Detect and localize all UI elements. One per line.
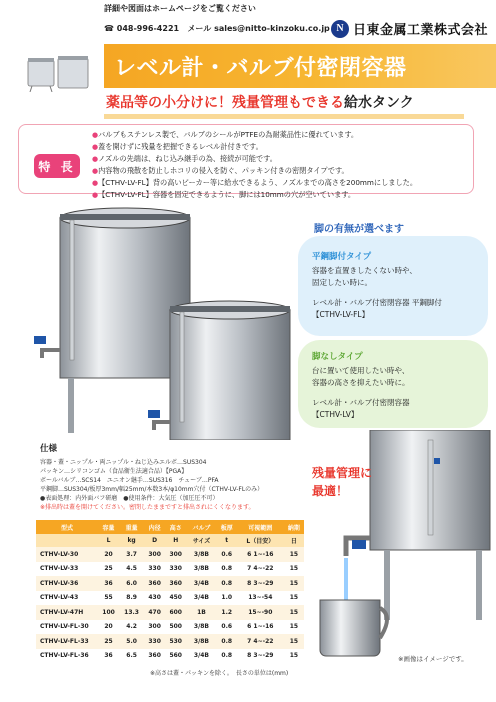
table-cell: 330 <box>144 634 165 649</box>
table-cell: 13.3 <box>119 605 144 620</box>
spec-table <box>36 520 304 663</box>
table-header: 高さ <box>165 520 186 534</box>
table-cell: 15 <box>284 620 304 635</box>
bullet-icon: ● <box>92 179 99 187</box>
spec-line: 容器・蓋・ニップル・両ニップル・ねじ込みエルボ…SUS304 <box>40 459 207 466</box>
spec-line: パッキン…シリコンゴム（食品衛生法適合品）【PGA】 <box>40 468 188 475</box>
table-cell: 15 <box>284 634 304 649</box>
title-banner <box>104 44 496 88</box>
bullet-icon: ● <box>92 191 99 199</box>
table-cell: 300 <box>144 620 165 635</box>
table-cell: 1.2 <box>217 605 237 620</box>
flat-leg-card <box>312 250 482 321</box>
table-cell: 600 <box>165 605 186 620</box>
page-title: レベル計・バルブ付密閉容器 <box>114 56 407 81</box>
table-cell: 7 4~-22 <box>237 634 284 649</box>
list-item: ●蓋を開けずに残量を把握できるレベル計付きです。 <box>92 142 263 151</box>
table-cell: 20 <box>98 547 119 562</box>
table-cell: 0.8 <box>217 562 237 577</box>
table-header: 板厚 <box>217 520 237 534</box>
table-cell: 560 <box>165 649 186 664</box>
table-cell: 5.0 <box>119 634 144 649</box>
table-note: ※高さは蓋・パッキンを除く。 長さの単位は(mm) <box>150 670 289 677</box>
spec-line: ●表面処理：内外面バフ研磨 ●使用条件：大気圧（加圧圧不可） <box>40 495 219 502</box>
features-badge: 特 長 <box>34 154 80 178</box>
email-link[interactable]: sales@nitto-kinzoku.co.jp <box>214 24 330 33</box>
table-cell: 300 <box>165 547 186 562</box>
company-name: 日東金属工業株式会社 <box>353 23 489 38</box>
table-cell: 6 1~-16 <box>237 547 284 562</box>
table-cell: 330 <box>165 562 186 577</box>
table-cell: 450 <box>165 591 186 606</box>
table-cell: 430 <box>144 591 165 606</box>
table-cell: 15 <box>284 547 304 562</box>
logo-mark-icon: N <box>331 20 349 38</box>
tank-illustration <box>20 200 310 440</box>
table-units-row: L kg D H サイズ t L（目安） 日 <box>36 534 304 547</box>
table-cell: 1.0 <box>217 591 237 606</box>
spec-lines <box>40 458 330 512</box>
table-header: 内径 <box>144 520 165 534</box>
table-cell: 15 <box>284 591 304 606</box>
table-header-row <box>36 520 304 534</box>
leg-choice-heading: 脚の有無が選べます <box>314 224 404 235</box>
table-cell: 3/4B <box>186 576 216 591</box>
contact-line <box>104 24 330 34</box>
spec-line: ボールバルブ…SCS14 ユニオン継手…SUS316 チューブ…PFA <box>40 477 219 484</box>
table-row <box>36 634 304 649</box>
spec-line: 平鋼脚…SUS304/板厚3mm/幅25mm/本数3本/φ10mm穴付（CTHV-LV-FLのみ） <box>40 486 264 493</box>
table-cell: 15 <box>284 649 304 664</box>
bullet-icon: ● <box>92 143 99 151</box>
subtitle-red: 薬品等の小分けに！残量管理もできる <box>106 95 344 111</box>
table-row <box>36 547 304 562</box>
flat-leg-code: 【CTHV-LV-FL】 <box>312 310 370 319</box>
table-cell: 470 <box>144 605 165 620</box>
no-leg-product: レベル計・バルブ付密閉容器 <box>312 398 410 407</box>
table-cell: 4.5 <box>119 562 144 577</box>
list-item: ●内容物の飛散を防止しホコリの侵入を防ぐ、パッキン付きの密閉タイプです。 <box>92 166 349 175</box>
subtitle-underline <box>104 114 464 119</box>
table-cell: CTHV-LV-33 <box>36 562 98 577</box>
table-cell: 25 <box>98 562 119 577</box>
website-note: 詳細や図面はホームページをご覧ください <box>104 4 256 13</box>
flat-leg-title: 平鋼脚付タイプ <box>312 252 372 262</box>
list-item: ●ノズルの先端は、ねじ込み継手の為、接続が可能です。 <box>92 154 277 163</box>
no-leg-desc-1: 台に置いて使用したい時や、 <box>312 366 410 375</box>
company-logo <box>331 19 488 38</box>
table-cell: 530 <box>165 634 186 649</box>
bullet-icon: ● <box>92 167 99 175</box>
table-cell: 3/8B <box>186 634 216 649</box>
table-cell: 13~-54 <box>237 591 284 606</box>
table-cell: 360 <box>165 576 186 591</box>
table-cell: 0.8 <box>217 634 237 649</box>
table-cell: CTHV-LV-FL-36 <box>36 649 98 664</box>
product-thumbnail <box>22 52 98 92</box>
table-cell: 3.7 <box>119 547 144 562</box>
table-cell: 3/8B <box>186 547 216 562</box>
table-cell: 0.6 <box>217 620 237 635</box>
table-cell: 15~-90 <box>237 605 284 620</box>
no-leg-desc-2: 容器の高さを抑えたい時に。 <box>312 378 410 387</box>
image-note: ※画像はイメージです。 <box>398 655 468 663</box>
table-cell: 500 <box>165 620 186 635</box>
table-cell: CTHV-LV-30 <box>36 547 98 562</box>
table-header: 可視範囲 <box>237 520 284 534</box>
table-cell: 20 <box>98 620 119 635</box>
spec-title: 仕様 <box>40 444 58 454</box>
list-item: ●【CTHV-LV-FL】容器を固定できるように、脚には10mmの穴が空いています。 <box>92 190 356 199</box>
bullet-icon: ● <box>92 155 99 163</box>
table-cell: 6.0 <box>119 576 144 591</box>
features-list <box>92 129 472 201</box>
table-row <box>36 562 304 577</box>
table-cell: 8 3~-29 <box>237 576 284 591</box>
remain-line-1: 残量管理に <box>312 466 373 480</box>
list-item: ●バルブもステンレス製で、バルブのシールがPTFEの為耐薬品性に優れています。 <box>92 130 359 139</box>
remain-line-2: 最適！ <box>312 484 349 498</box>
flat-leg-desc-2: 固定したい時に。 <box>312 278 372 287</box>
table-cell: 360 <box>144 649 165 664</box>
subtitle <box>106 92 414 112</box>
table-cell: 36 <box>98 576 119 591</box>
table-cell: CTHV-LV-FL-33 <box>36 634 98 649</box>
table-row <box>36 620 304 635</box>
table-cell: CTHV-LV-FL-30 <box>36 620 98 635</box>
table-cell: 1B <box>186 605 216 620</box>
table-header: 納期 <box>284 520 304 534</box>
flat-leg-desc-1: 容器を直置きしたくない時や、 <box>312 266 417 275</box>
table-cell: CTHV-LV-36 <box>36 576 98 591</box>
table-cell: 360 <box>144 576 165 591</box>
table-cell: 15 <box>284 605 304 620</box>
spec-warning: ※排出時は蓋を開けてください。密閉したままですと排出されにくくなります。 <box>40 504 255 511</box>
table-cell: 0.6 <box>217 547 237 562</box>
table-cell: 8.9 <box>119 591 144 606</box>
table-cell: CTHV-LV-43 <box>36 591 98 606</box>
table-cell: 3/8B <box>186 620 216 635</box>
table-cell: 55 <box>98 591 119 606</box>
table-cell: 36 <box>98 649 119 664</box>
table-cell: 3/8B <box>186 562 216 577</box>
table-cell: 25 <box>98 634 119 649</box>
tel-number[interactable]: 048-996-4221 <box>116 24 180 33</box>
subtitle-black: 給水タンク <box>344 95 414 111</box>
table-cell: 100 <box>98 605 119 620</box>
table-cell: 300 <box>144 547 165 562</box>
table-cell: 0.8 <box>217 576 237 591</box>
table-cell: 0.8 <box>217 649 237 664</box>
phone-icon: ☎ <box>104 24 114 33</box>
table-cell: 8 3~-29 <box>237 649 284 664</box>
table-cell: 7 4~-22 <box>237 562 284 577</box>
list-item: ●【CTHV-LV-FL】背の高いビーカー等に給水できるよう、ノズルまでの高さを200mmにしました。 <box>92 178 418 187</box>
table-header: 重量 <box>119 520 144 534</box>
no-leg-title: 脚なしタイプ <box>312 352 363 362</box>
flat-leg-tank <box>34 208 190 433</box>
mail-label: メール <box>187 24 212 33</box>
table-header: バルブ <box>186 520 216 534</box>
table-row <box>36 591 304 606</box>
no-leg-card <box>312 350 482 421</box>
remain-callout <box>312 464 372 500</box>
table-cell: 4.2 <box>119 620 144 635</box>
table-cell: 3/4B <box>186 591 216 606</box>
table-cell: 3/4B <box>186 649 216 664</box>
table-cell: 15 <box>284 562 304 577</box>
table-row <box>36 605 304 620</box>
table-cell: 6 1~-16 <box>237 620 284 635</box>
table-cell: CTHV-LV-47H <box>36 605 98 620</box>
bullet-icon: ● <box>92 131 99 139</box>
table-header: 型式 <box>36 520 98 534</box>
no-leg-code: 【CTHV-LV】 <box>312 410 359 419</box>
table-cell: 6.5 <box>119 649 144 664</box>
flat-leg-product: レベル計・バルブ付密閉容器 平鋼脚付 <box>312 298 442 307</box>
table-header: 容量 <box>98 520 119 534</box>
table-cell: 15 <box>284 576 304 591</box>
table-row <box>36 649 304 664</box>
table-cell: 330 <box>144 562 165 577</box>
table-row <box>36 576 304 591</box>
